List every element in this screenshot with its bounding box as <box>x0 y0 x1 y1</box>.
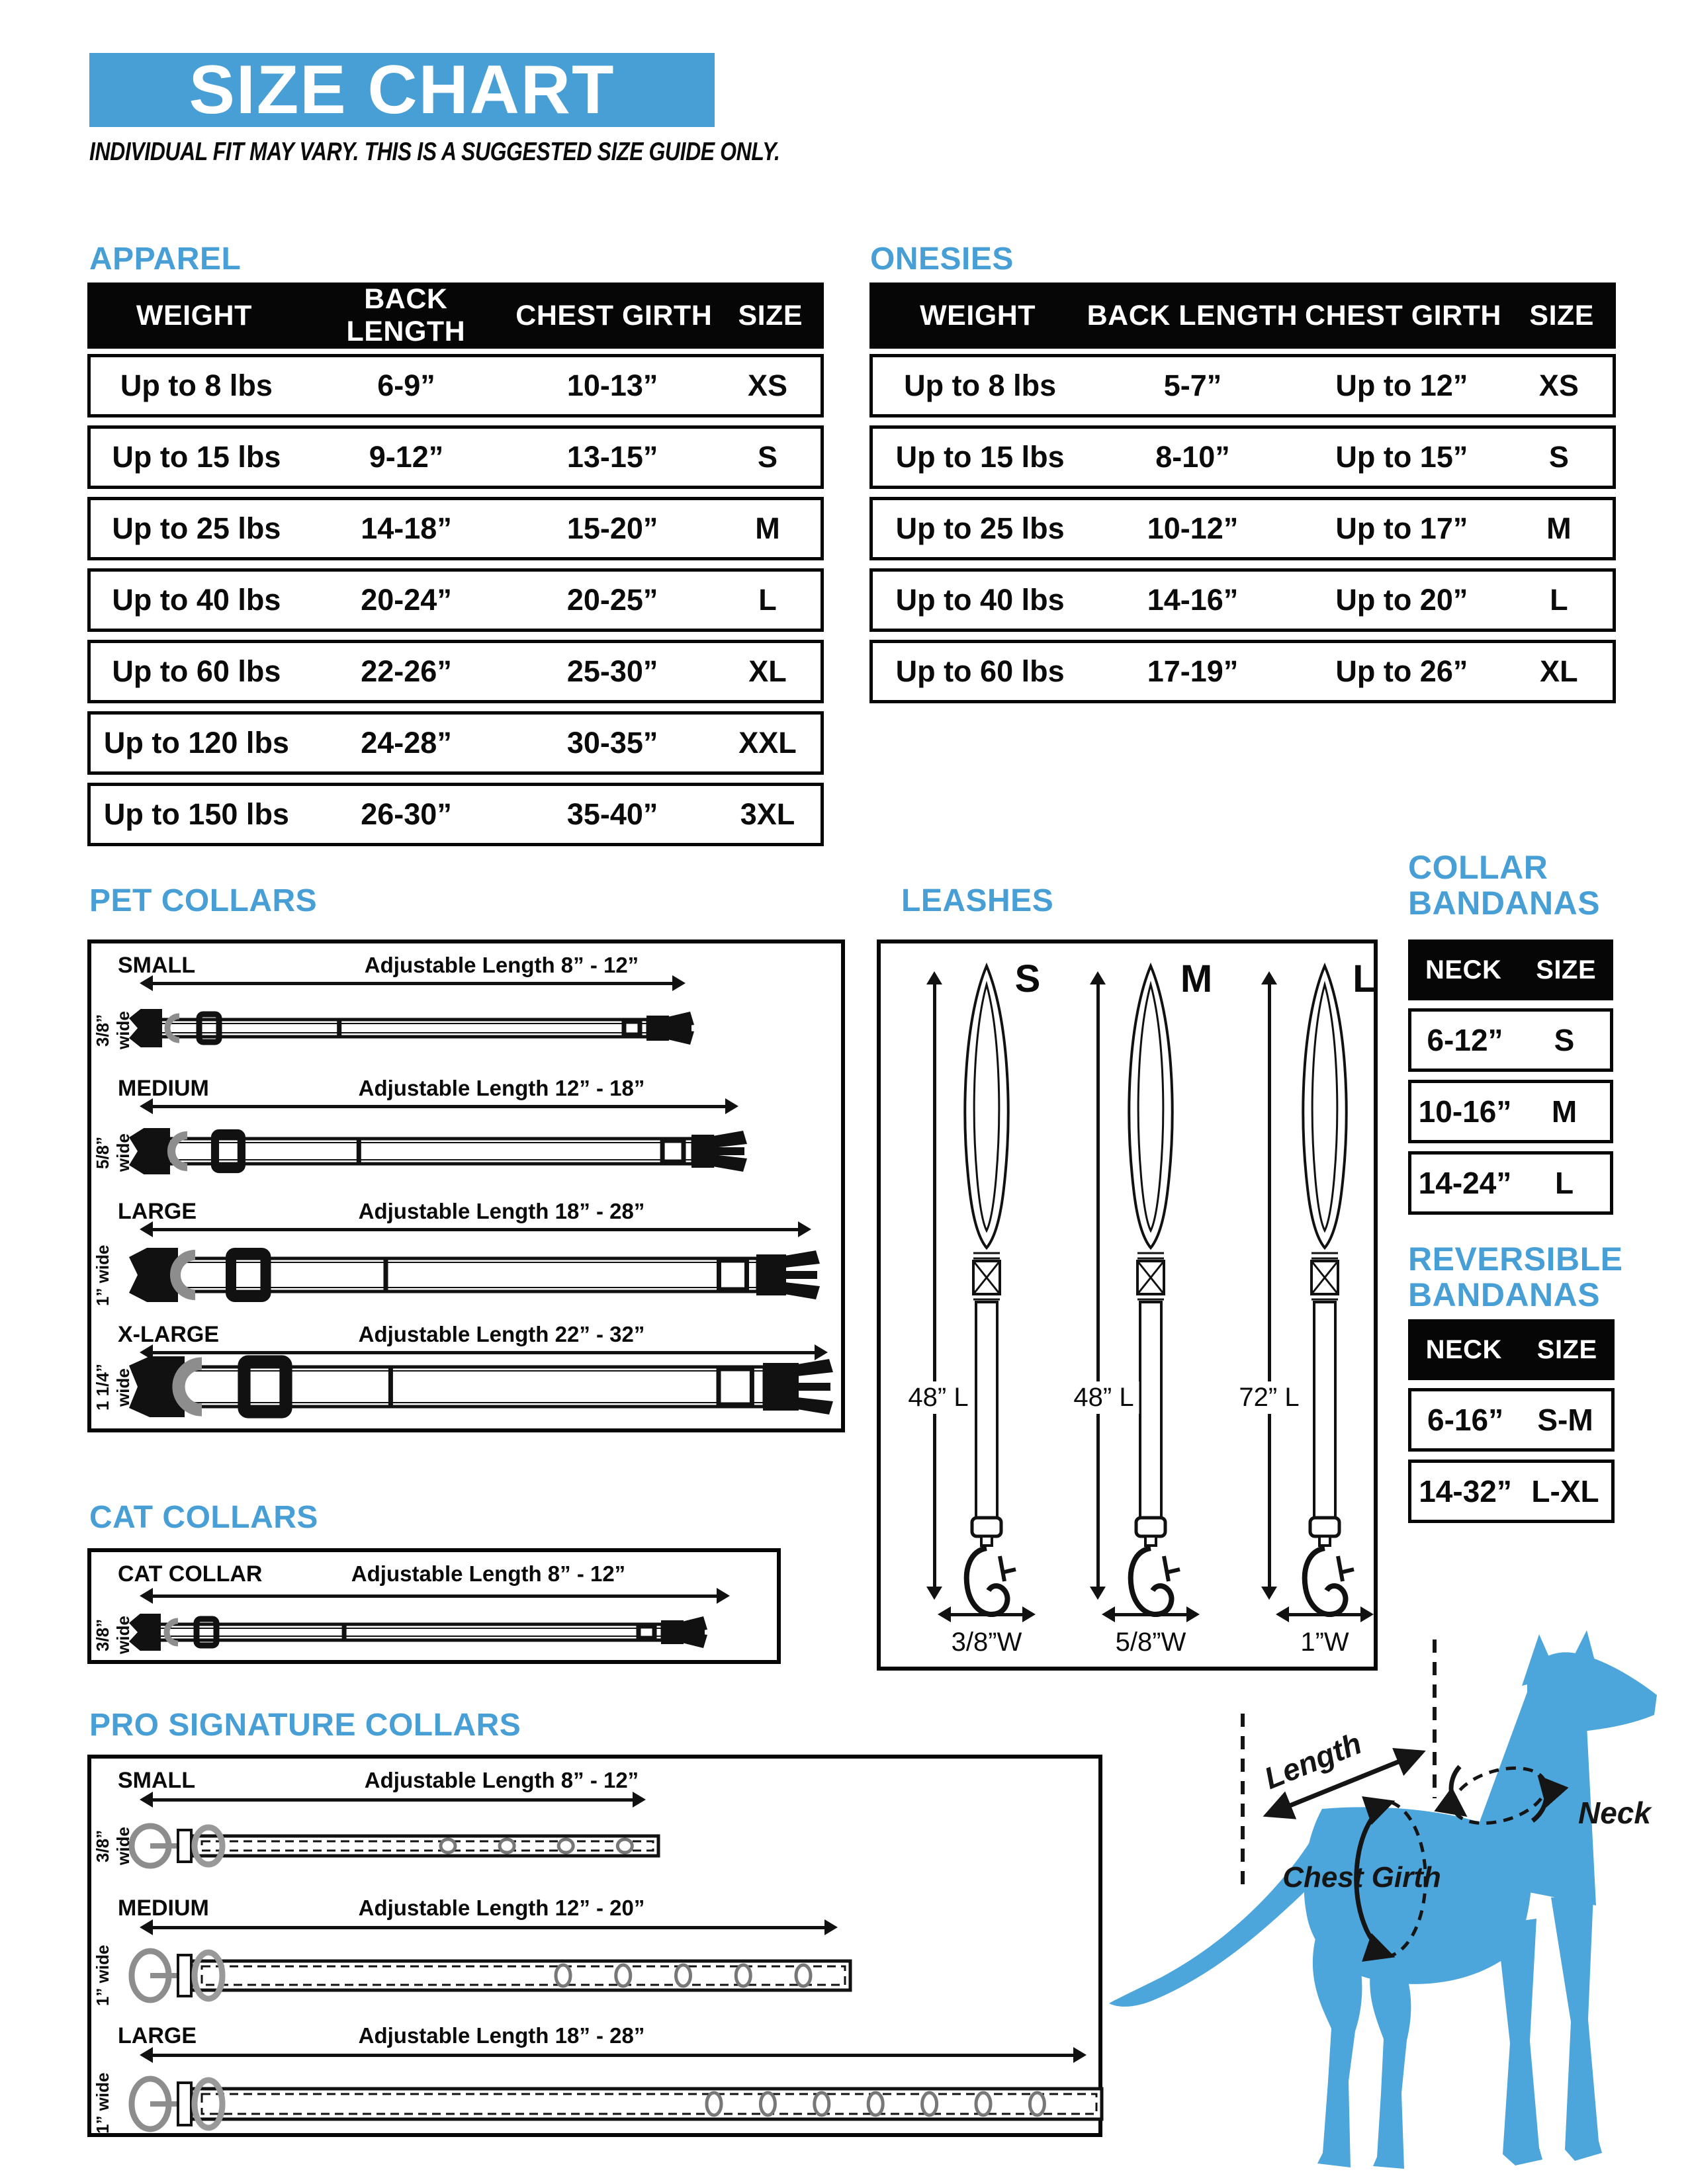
length-arrow <box>144 1105 734 1108</box>
leash-length-arrow <box>1096 975 1100 1596</box>
cell-back-length: 24-28” <box>361 726 452 760</box>
onesies-table <box>869 283 1616 703</box>
table-row <box>1408 1460 1615 1523</box>
leash-illustration <box>1285 962 1364 1647</box>
collar-length-label: Adjustable Length 8” - 12” <box>364 953 639 977</box>
dog-measurement-diagram <box>1092 1614 1674 2183</box>
collar-length-label: Adjustable Length 8” - 12” <box>351 1561 626 1586</box>
cell-chest-girth: 25-30” <box>566 654 658 688</box>
pet-collars-box <box>87 939 845 1432</box>
cell-neck: 6-16” <box>1427 1403 1504 1437</box>
bandana-table-header <box>1408 1319 1615 1380</box>
cell-chest-girth: Up to 20” <box>1335 583 1468 617</box>
leash-width-arrow <box>942 1613 1032 1616</box>
leash-length-arrow <box>1268 975 1271 1596</box>
cell-size: XS <box>1538 369 1579 402</box>
cell-weight: Up to 25 lbs <box>112 511 281 545</box>
apparel-table <box>87 283 824 846</box>
cell-size: S <box>1554 1023 1575 1057</box>
table-row <box>87 783 824 846</box>
length-arrow <box>144 1228 807 1231</box>
leash-width-label: 3/8”W <box>951 1628 1022 1657</box>
cell-chest-girth: 13-15” <box>566 440 658 474</box>
column-header: CHEST GIRTH <box>1305 299 1501 331</box>
disclaimer-text: INDIVIDUAL FIT MAY VARY. THIS IS A SUGGESTED SIZE GUIDE ONLY. <box>89 138 780 166</box>
cell-size: XL <box>1540 654 1578 688</box>
cell-chest-girth: 35-40” <box>566 797 658 831</box>
column-header: SIZE <box>1536 955 1597 984</box>
length-arrow <box>144 1798 642 1802</box>
leash-length-label: 48” L <box>903 1381 973 1414</box>
leash-length-label: 48” L <box>1068 1381 1139 1414</box>
leash-size-label: S <box>1014 957 1041 1000</box>
cell-neck: 14-32” <box>1419 1474 1512 1508</box>
column-header: BACK LENGTH <box>1087 299 1298 331</box>
collar-length-label: Adjustable Length 12” - 20” <box>358 1896 645 1920</box>
cell-back-length: 8-10” <box>1155 440 1230 474</box>
column-header: SIZE <box>1536 1334 1597 1364</box>
table-row <box>87 425 824 489</box>
leashes-box <box>877 939 1378 1671</box>
length-arrow <box>144 1926 834 1929</box>
collar-width-label: 1 1/4” wide <box>93 1364 133 1411</box>
collar-illustration <box>126 1236 821 1317</box>
collar-width-label: 3/8” wide <box>93 1616 133 1654</box>
cell-back-length: 14-18” <box>361 511 452 545</box>
leashes-heading: LEASHES <box>901 883 1054 918</box>
cell-weight: Up to 60 lbs <box>112 654 281 688</box>
leash-length-label: 72” L <box>1233 1381 1304 1414</box>
cell-size: L <box>1550 583 1568 617</box>
pro-signature-collars-box <box>87 1755 1102 2137</box>
cell-back-length: 17-19” <box>1147 654 1239 688</box>
table-row <box>1408 1388 1615 1452</box>
leash-illustration <box>1111 962 1190 1647</box>
table-row <box>869 497 1616 560</box>
table-row <box>87 711 824 775</box>
cell-chest-girth: 10-13” <box>566 369 658 402</box>
cell-chest-girth: Up to 17” <box>1335 511 1468 545</box>
leash-width-label: 5/8”W <box>1115 1628 1186 1657</box>
collar-size-label: SMALL <box>118 1768 196 1793</box>
column-header: CHEST GIRTH <box>515 299 713 331</box>
cat-collars-box <box>87 1548 781 1664</box>
cat-collars-heading: CAT COLLARS <box>89 1500 318 1535</box>
column-header: WEIGHT <box>136 299 252 331</box>
cell-size: S <box>757 440 777 474</box>
cell-size: XL <box>748 654 787 688</box>
leash-size-label: L <box>1353 957 1376 1000</box>
onesies-table-header <box>869 283 1616 349</box>
cell-weight: Up to 15 lbs <box>895 440 1065 474</box>
collar-width-label: 3/8” wide <box>93 1011 133 1049</box>
cell-size: 3XL <box>740 797 795 831</box>
cell-back-length: 22-26” <box>361 654 452 688</box>
table-row <box>869 425 1616 489</box>
cell-back-length: 6-9” <box>377 369 435 402</box>
collar-length-label: Adjustable Length 18” - 28” <box>358 2023 645 2048</box>
leash-illustration <box>947 962 1026 1647</box>
collar-size-label: LARGE <box>118 1199 197 1224</box>
apparel-table-header <box>87 283 824 349</box>
cell-size: L <box>1554 1166 1574 1200</box>
apparel-heading: APPAREL <box>89 241 242 277</box>
cell-back-length: 9-12” <box>369 440 444 474</box>
collar-size-label: X-LARGE <box>118 1322 219 1347</box>
collar-illustration <box>126 1941 854 2014</box>
cell-size: L-XL <box>1531 1474 1599 1508</box>
collar-length-label: Adjustable Length 12” - 18” <box>358 1076 645 1100</box>
collar-length-label: Adjustable Length 8” - 12” <box>364 1768 639 1792</box>
cell-back-length: 26-30” <box>361 797 452 831</box>
collar-illustration <box>126 1609 709 1659</box>
table-row <box>1408 1151 1613 1215</box>
cell-weight: Up to 8 lbs <box>904 369 1057 402</box>
leash-width-label: 1”W <box>1300 1628 1349 1657</box>
table-row <box>87 354 824 417</box>
collar-bandanas-heading: COLLAR BANDANAS <box>1408 849 1601 922</box>
collar-length-label: Adjustable Length 18” - 28” <box>358 1199 645 1223</box>
cell-size: M <box>1551 1094 1577 1129</box>
collar-size-label: LARGE <box>118 2023 197 2048</box>
page-title: SIZE CHART <box>189 51 615 128</box>
collar-length-label: Adjustable Length 22” - 32” <box>358 1322 645 1346</box>
collar-width-label: 1” wide <box>93 1944 112 2007</box>
cell-weight: Up to 25 lbs <box>895 511 1065 545</box>
leash-length-arrow <box>933 975 936 1596</box>
table-row <box>87 497 824 560</box>
cell-weight: Up to 120 lbs <box>103 726 289 760</box>
length-arrow <box>144 1594 726 1598</box>
collar-width-label: 1” wide <box>93 1245 112 1307</box>
collar-illustration <box>126 1814 662 1881</box>
table-row <box>869 354 1616 417</box>
table-row <box>1408 1080 1613 1143</box>
collar-illustration <box>126 1117 748 1189</box>
cell-weight: Up to 40 lbs <box>112 583 281 617</box>
column-header: WEIGHT <box>920 299 1036 331</box>
onesies-heading: ONESIES <box>870 241 1014 277</box>
cell-weight: Up to 60 lbs <box>895 654 1065 688</box>
collar-size-label: MEDIUM <box>118 1896 209 1921</box>
collar-illustration <box>126 2068 1106 2143</box>
cell-back-length: 10-12” <box>1147 511 1239 545</box>
chest-girth-label: Chest Girth <box>1282 1861 1441 1894</box>
pro-signature-collars-heading: PRO SIGNATURE COLLARS <box>89 1708 521 1743</box>
cell-size: XS <box>747 369 787 402</box>
length-arrow <box>144 982 682 985</box>
table-row <box>1408 1008 1613 1072</box>
column-header: SIZE <box>738 299 803 331</box>
dog-silhouette <box>1109 1630 1657 2169</box>
column-header: NECK <box>1425 955 1502 984</box>
reversible-bandanas-heading: REVERSIBLE BANDANAS <box>1408 1241 1623 1313</box>
cell-chest-girth: Up to 15” <box>1335 440 1468 474</box>
cell-neck: 6-12” <box>1427 1023 1503 1057</box>
cell-weight: Up to 150 lbs <box>103 797 289 831</box>
cell-chest-girth: 30-35” <box>566 726 658 760</box>
cell-neck: 10-16” <box>1418 1094 1512 1129</box>
cell-back-length: 5-7” <box>1163 369 1222 402</box>
cell-chest-girth: Up to 12” <box>1335 369 1468 402</box>
reversible-bandanas-table <box>1408 1319 1615 1523</box>
cell-chest-girth: 15-20” <box>566 511 658 545</box>
cell-size: L <box>758 583 777 617</box>
cell-size: S-M <box>1537 1403 1593 1437</box>
collar-width-label: 1” wide <box>93 2072 112 2134</box>
pet-collars-heading: PET COLLARS <box>89 883 318 918</box>
cell-size: M <box>755 511 780 545</box>
collar-illustration <box>126 998 695 1062</box>
cell-chest-girth: Up to 26” <box>1335 654 1468 688</box>
cell-chest-girth: 20-25” <box>566 583 658 617</box>
collar-bandanas-table <box>1408 939 1613 1215</box>
cell-weight: Up to 15 lbs <box>112 440 281 474</box>
collar-width-label: 3/8” wide <box>93 1827 133 1865</box>
cell-neck: 14-24” <box>1418 1166 1512 1200</box>
table-row <box>87 640 824 703</box>
length-label: Length <box>1259 1725 1366 1796</box>
column-header: BACK LENGTH <box>346 283 466 347</box>
leash-size-label: M <box>1180 957 1213 1000</box>
bandana-table-header <box>1408 939 1613 1000</box>
cell-back-length: 20-24” <box>361 583 452 617</box>
table-row <box>869 640 1616 703</box>
collar-size-label: SMALL <box>118 953 196 978</box>
neck-label: Neck <box>1578 1796 1651 1830</box>
collar-width-label: 5/8” wide <box>93 1133 133 1172</box>
cell-weight: Up to 40 lbs <box>895 583 1065 617</box>
title-banner <box>89 53 715 127</box>
cell-size: XXL <box>738 726 797 760</box>
column-header: SIZE <box>1529 299 1594 331</box>
length-arrow <box>144 2054 1083 2057</box>
column-header: NECK <box>1425 1334 1502 1364</box>
collar-size-label: MEDIUM <box>118 1076 209 1101</box>
cell-size: S <box>1548 440 1569 474</box>
cell-back-length: 14-16” <box>1147 583 1239 617</box>
cell-size: M <box>1546 511 1572 545</box>
table-row <box>87 568 824 632</box>
table-row <box>869 568 1616 632</box>
cell-weight: Up to 8 lbs <box>120 369 273 402</box>
collar-size-label: CAT COLLAR <box>118 1561 263 1587</box>
collar-illustration <box>126 1344 834 1432</box>
